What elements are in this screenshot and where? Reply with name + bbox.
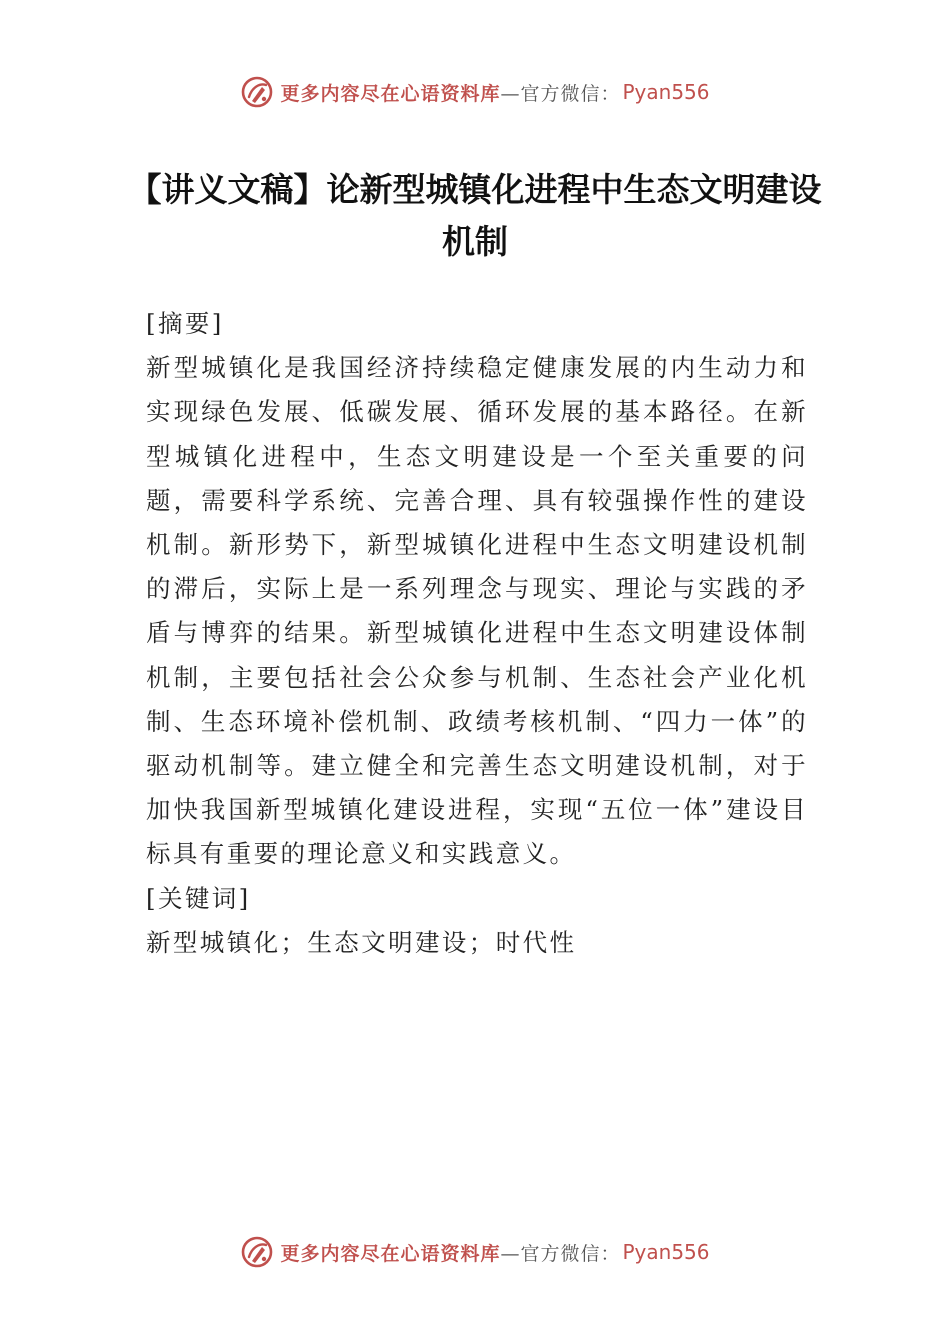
document-title: 【讲义文稿】论新型城镇化进程中生态文明建设机制: [128, 170, 822, 261]
banner-wechat-label: —官方微信：: [500, 82, 621, 105]
brand-logo-icon: [240, 1235, 274, 1269]
header-watermark-banner: [0, 72, 950, 112]
banner-wechat-id: Pyan556: [622, 1240, 710, 1264]
banner-wechat-id: Pyan556: [622, 80, 710, 104]
banner-library-text: 更多内容尽在心语资料库: [280, 1242, 501, 1265]
banner-wechat-label: —官方微信：: [500, 1242, 621, 1265]
document-body: [146, 302, 808, 965]
brand-logo-icon: [240, 75, 274, 109]
abstract-heading: [摘要]: [146, 309, 224, 338]
banner-library-text: 更多内容尽在心语资料库: [280, 82, 501, 105]
keywords-heading: [关键词]: [146, 883, 251, 913]
keywords-paragraph: 新型城镇化；生态文明建设；时代性: [146, 927, 577, 957]
footer-watermark-banner: [0, 1232, 950, 1272]
abstract-paragraph: 新型城镇化是我国经济持续稳定健康发展的内生动力和实现绿色发展、低碳发展、循环发展的基本路径。在新型城镇化进程中，生态文明建设是一个至关重要的问题，需要科学系统、完善合理、具有较强操作性的建设机制。新形势下，新型城镇化进程中生态文明建设机制的滞后，实际上是一系列理念与现实、理论与实践的矛盾与博弈的结果。新型城镇化进程中生态文明建设体制机制，主要包括社会公众参与机制、生态社会产业化机制、生态环境补偿机制、政绩考核机制、“四力一体”的驱动机制等。建立健全和完善生态文明建设机制，对于加快我国新型城镇化建设进程，实现“五位一体”建设目标具有重要的理论意义和实践意义。: [146, 353, 808, 869]
